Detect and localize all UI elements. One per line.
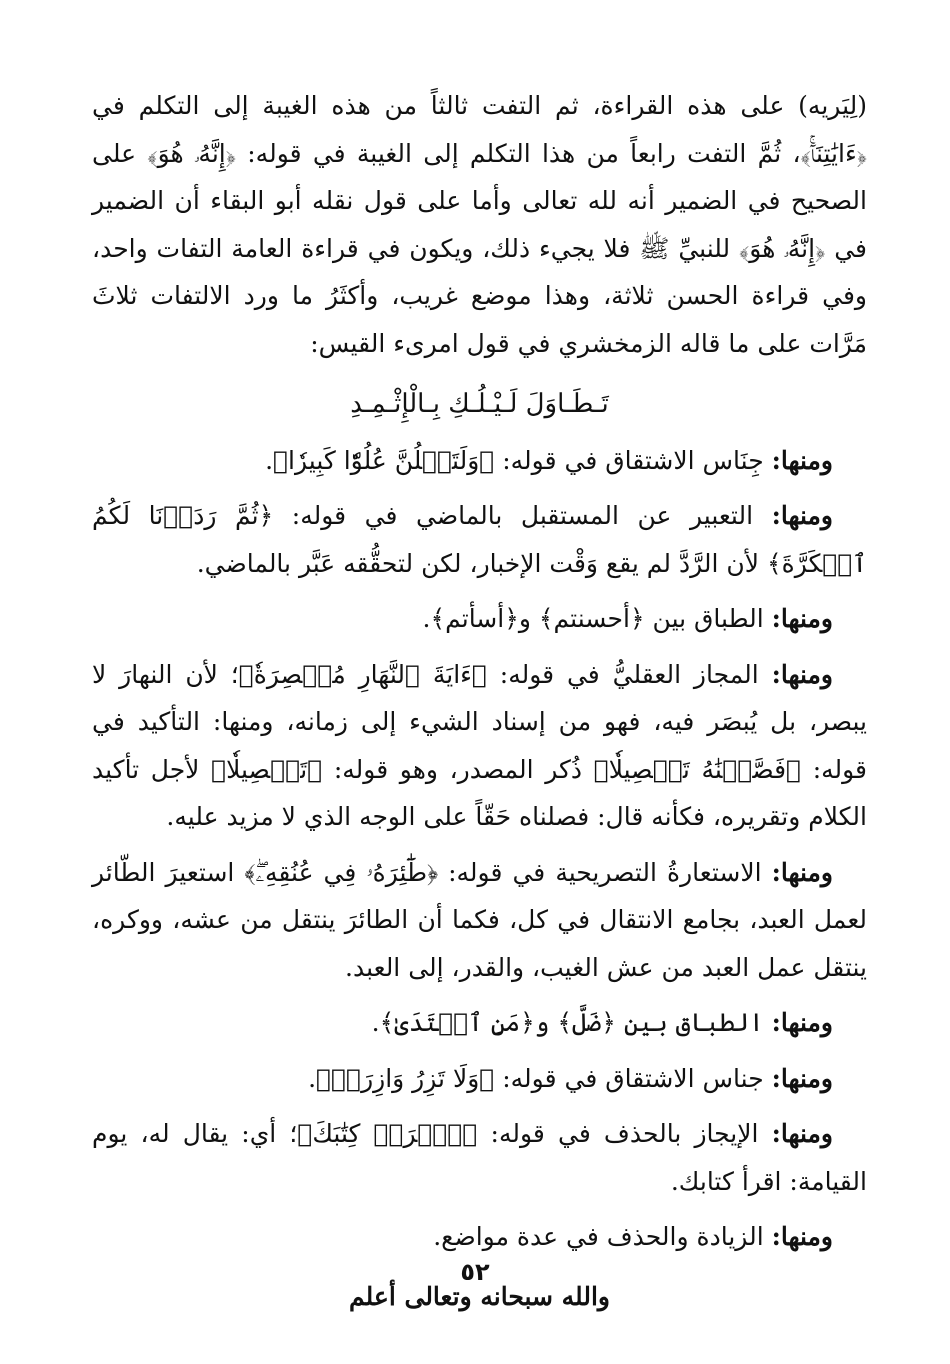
item-keyword: ومنها: bbox=[771, 659, 833, 689]
item-keyword: ومنها: bbox=[771, 445, 833, 475]
item-text: المجاز العقليُّ في قوله: ﴿ءَايَةَ ٱلنَّهَارِ مُبۡصِرَةٗ﴾؛ لأن النهارَ لا يبصر، بل يُبصَر فيه، فهو من إسناد الشيء إلى زمانه، ومنها: التأكيد في قوله: ﴿فَصَّلۡنَٰهُ تَفۡصِيلٗا﴾ ذُكر المصدر، وهو قوله: ﴿تَفۡصِيلٗا﴾ لأجل تأكيد الكلام وتقريره، فكأنه قال: فصلناه حَقّاً على الوجه الذي لا مزيد عليه. bbox=[92, 659, 867, 831]
item-keyword: ومنها: bbox=[771, 604, 833, 633]
item-text: الإيجاز بالحذف في قوله: ﴿ٱقۡرَأۡ كِتَٰبَكَ﴾؛ أي: يقال له، يوم القيامة: اقرأ كتابك. bbox=[92, 1119, 867, 1196]
list-item bbox=[92, 437, 867, 485]
item-keyword: ومنها: bbox=[771, 1119, 833, 1148]
item-text: الطباق بين ﴿ضَلَّ﴾ و﴿مَنِ ٱهۡتَدَىٰ﴾. bbox=[371, 1008, 772, 1037]
item-keyword: ومنها: bbox=[771, 1063, 833, 1093]
item-text: جناس الاشتقاق في قوله: ﴿وَلَا تَزِرُ وَازِرَةٞ﴾. bbox=[308, 1063, 772, 1093]
item-keyword: ومنها: bbox=[771, 1222, 833, 1251]
item-text: الاستعارةُ التصريحية في قوله: ﴿طَٰٓئِرَهُۥ فِي عُنُقِهِۦۖ﴾ استعيرَ الطّائر لعمل العبد، بجامع الانتقال في كل، فكما أن الطائرَ ينتقل من عشه، ووكره، ينتقل عمل العبد من عش الغيب، والقدر، إلى العبد. bbox=[92, 857, 867, 982]
list-item bbox=[92, 1055, 867, 1103]
list-item bbox=[92, 492, 867, 587]
item-text: التعبير عن المستقبل بالماضي في قوله: ﴿ثُمَّ رَدَدۡنَا لَكُمُ ٱلۡكَرَّةَ﴾ لأن الرَّدَّ لم يقع وَقْت الإخبار، لكن لتحقُّقه عَبَّر بالماضي. bbox=[92, 501, 867, 578]
list-item bbox=[92, 651, 867, 841]
page-number: ٥٢ bbox=[460, 1258, 490, 1286]
list-item bbox=[92, 849, 867, 992]
closing-line: والله سبحانه وتعالى أعلم bbox=[349, 1281, 610, 1311]
list-item bbox=[92, 1213, 867, 1261]
item-keyword: ومنها: bbox=[771, 1008, 833, 1037]
item-text: جِنَاس الاشتقاق في قوله: ﴿وَلَتَعۡلُنَّ عُلُوّٗا كَبِيرٗا﴾. bbox=[265, 445, 772, 475]
item-text: الزيادة والحذف في عدة مواضع. bbox=[433, 1222, 772, 1251]
poetry-verse: تَـطَـاوَلَ لَـيْـلُـكِ بِـالْإِثْـمِـدِ bbox=[350, 389, 609, 419]
intro-paragraph: (لِيَريه) على هذه القراءة، ثم التفت ثالثاً من هذه الغيبة إلى التكلم في ﴿ءَايَٰتِنَآۚ﴾، ثُمَّ التفت رابعاً من هذا التكلم إلى الغيبة في قوله: ﴿إِنَّهُۥ هُوَ﴾ على الصحيح في الضمير أنه لله تعالى وأما على قول نقله أبو البقاء أن الضمير في ﴿إِنَّهُۥ هُوَ﴾ للنبيِّ ﷺ فلا يجيء ذلك، ويكون في قراءة العامة التفات واحد، وفي قراءة الحسن ثلاثة، وهذا موضع غريب، وأكثَرُ ما ورد الالتفات ثلاثَ مَرَّات على ما قاله الزمخشري في قول امرىء القيس: bbox=[92, 91, 867, 358]
list-item bbox=[92, 595, 867, 643]
list-item bbox=[92, 999, 867, 1047]
item-keyword: ومنها: bbox=[771, 501, 833, 530]
item-text: الطباق بين ﴿أحسنتم﴾ و﴿أسأتم﴾. bbox=[422, 604, 772, 633]
page-body bbox=[92, 82, 867, 1320]
item-keyword: ومنها: bbox=[771, 857, 833, 887]
list-item bbox=[92, 1110, 867, 1205]
